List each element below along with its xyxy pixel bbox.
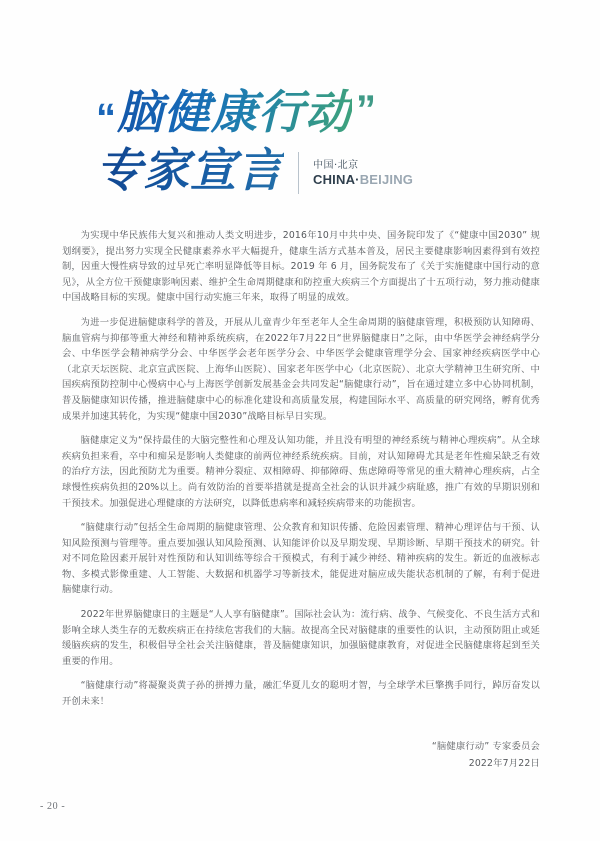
body-copy bbox=[62, 228, 540, 719]
title-wrap bbox=[96, 84, 496, 197]
masthead bbox=[0, 84, 600, 209]
paragraph: 脑健康定义为“保持最佳的大脑完整性和心理及认知功能，并且没有明望的神经系统与精神心理疾病”。从全球疾病负担来看，卒中和痴呆是影响人类健康的前两位神经系统疾病。目前，对认知障碍尤其是老年性痴呆缺乏有效的治疗方法，因此预防尤为重要。精神分裂症、双相障碍、抑郁障碍、焦虑障碍等常见的重大精神心理疾病，占全球慢性疾病负担的20%以上。尚有效防治的首要举措就是提高全社会的认识并减少病耻感，推广有效的早期识别和干预技术。加强促进心理健康的方法研究，以降低患病率和减轻疾病带来的功能损害。 bbox=[62, 435, 540, 509]
signature-organization: “脑健康行动” 专家委员会 bbox=[431, 741, 540, 752]
locale-english-city: BEIJING bbox=[359, 171, 414, 187]
page-title: 脑健康行动 bbox=[117, 85, 352, 139]
page-number: - 20 - bbox=[40, 801, 66, 812]
page-footer bbox=[40, 796, 160, 814]
locale-chinese: 中国·北京 bbox=[313, 159, 359, 171]
open-quote-icon: “ bbox=[96, 96, 114, 140]
signature-block bbox=[280, 738, 540, 772]
paragraph: “脑健康行动”包括全生命周期的脑健康管理、公众教育和知识传播、危险因素管理、精神心理评估与干预、认知风险预测与管理等。重点要加强认知风险预测、认知能评价以及早期发现、早期诊断、早期干预技术的研究。针对不同危险因素开展针对性预防和认知训练等综合干预模式，有利于减少神经、精神疾病的发生。新近的血液标志物、多模式影像重建、人工智能、大数据和机器学习等新技术，能促进对脑应成失能状态机制的了解，有利于促进脑健康行动。 bbox=[62, 522, 540, 596]
signature-date: 2022年7月22日 bbox=[468, 758, 540, 769]
locale-inner bbox=[313, 159, 413, 188]
title-line-primary bbox=[96, 84, 496, 140]
title-line-secondary bbox=[96, 142, 496, 197]
paragraph: 为进一步促进脑健康科学的普及，开展从儿童青少年至老年人全生命周期的脑健康管理，积极预防认知障碍、脑血管病与抑郁等重大神经和精神系统疾病，在2022年7月22日“世界脑健康日”之际，由中华医学会神经病学分会、中华医学会精神病学分会、中华医学会老年医学分会、中华医学会健康管理学分会、国家神经疾病医学中心（北京天坛医院、北京宣武医院、上海华山医院）、国家老年医学中心（北京医院）、北京大学精神卫生研究所、中国疾病预防控制中心慢病中心与上海医学创新发展基金会共同发起“脑健康行动”，旨在通过建立多中心协同机制，普及脑健康知识传播，推进脑健康中心的标准化建设和高质量发展，构建国际水平、高质量的研究网络，孵育优秀成果并加速其转化，为实现“健康中国2030”战略目标早日实现。 bbox=[62, 316, 540, 422]
locale-english-country: CHINA· bbox=[313, 171, 360, 187]
close-quote-icon: ” bbox=[356, 88, 374, 132]
paragraph: “脑健康行动”将凝聚炎黄子孙的拼搏力量，融汇华夏儿女的聪明才智，与全球学术巨擎携手同行，踔厉奋发以开创未来！ bbox=[62, 680, 540, 708]
locale-english bbox=[313, 172, 413, 188]
paragraph: 2022年世界脑健康日的主题是“人人享有脑健康”。国际社会认为：流行病、战争、气候变化、不良生活方式和影响全球人类生存的无数疾病正在持续危害我们的大脑。故提高全民对脑健康的重要性的认识，主动预防阻止或延缓脑疾病的发生，积极倡导全社会关注脑健康，普及脑健康知识，加强脑健康教育，对促进全民脑健康将起到至关重要的作用。 bbox=[62, 609, 540, 667]
locale-block bbox=[298, 152, 413, 194]
page-subtitle: 专家宣言 bbox=[96, 143, 284, 197]
paragraph: 为实现中华民族伟大复兴和推动人类文明进步，2016年10月中共中央、国务院印发了《“健康中国2030” 规划纲要》，提出努力实现全民健康素养水平大幅提升，健康生活方式基本普及，居民主要健康影响因素得到有效控制，因重大慢性病导致的过早死亡率明显降低等目标。2019 年 6 月，国务院发布了《关于实施健康中国行动的意见》，从全方位干预健康影响因素、维护全生命周期健康和防控重大疾病三个方面提出了十五项行动，努力推动健康中国战略目标的实现。健康中国行动实施三年来，取得了明显的成效。 bbox=[62, 230, 540, 304]
